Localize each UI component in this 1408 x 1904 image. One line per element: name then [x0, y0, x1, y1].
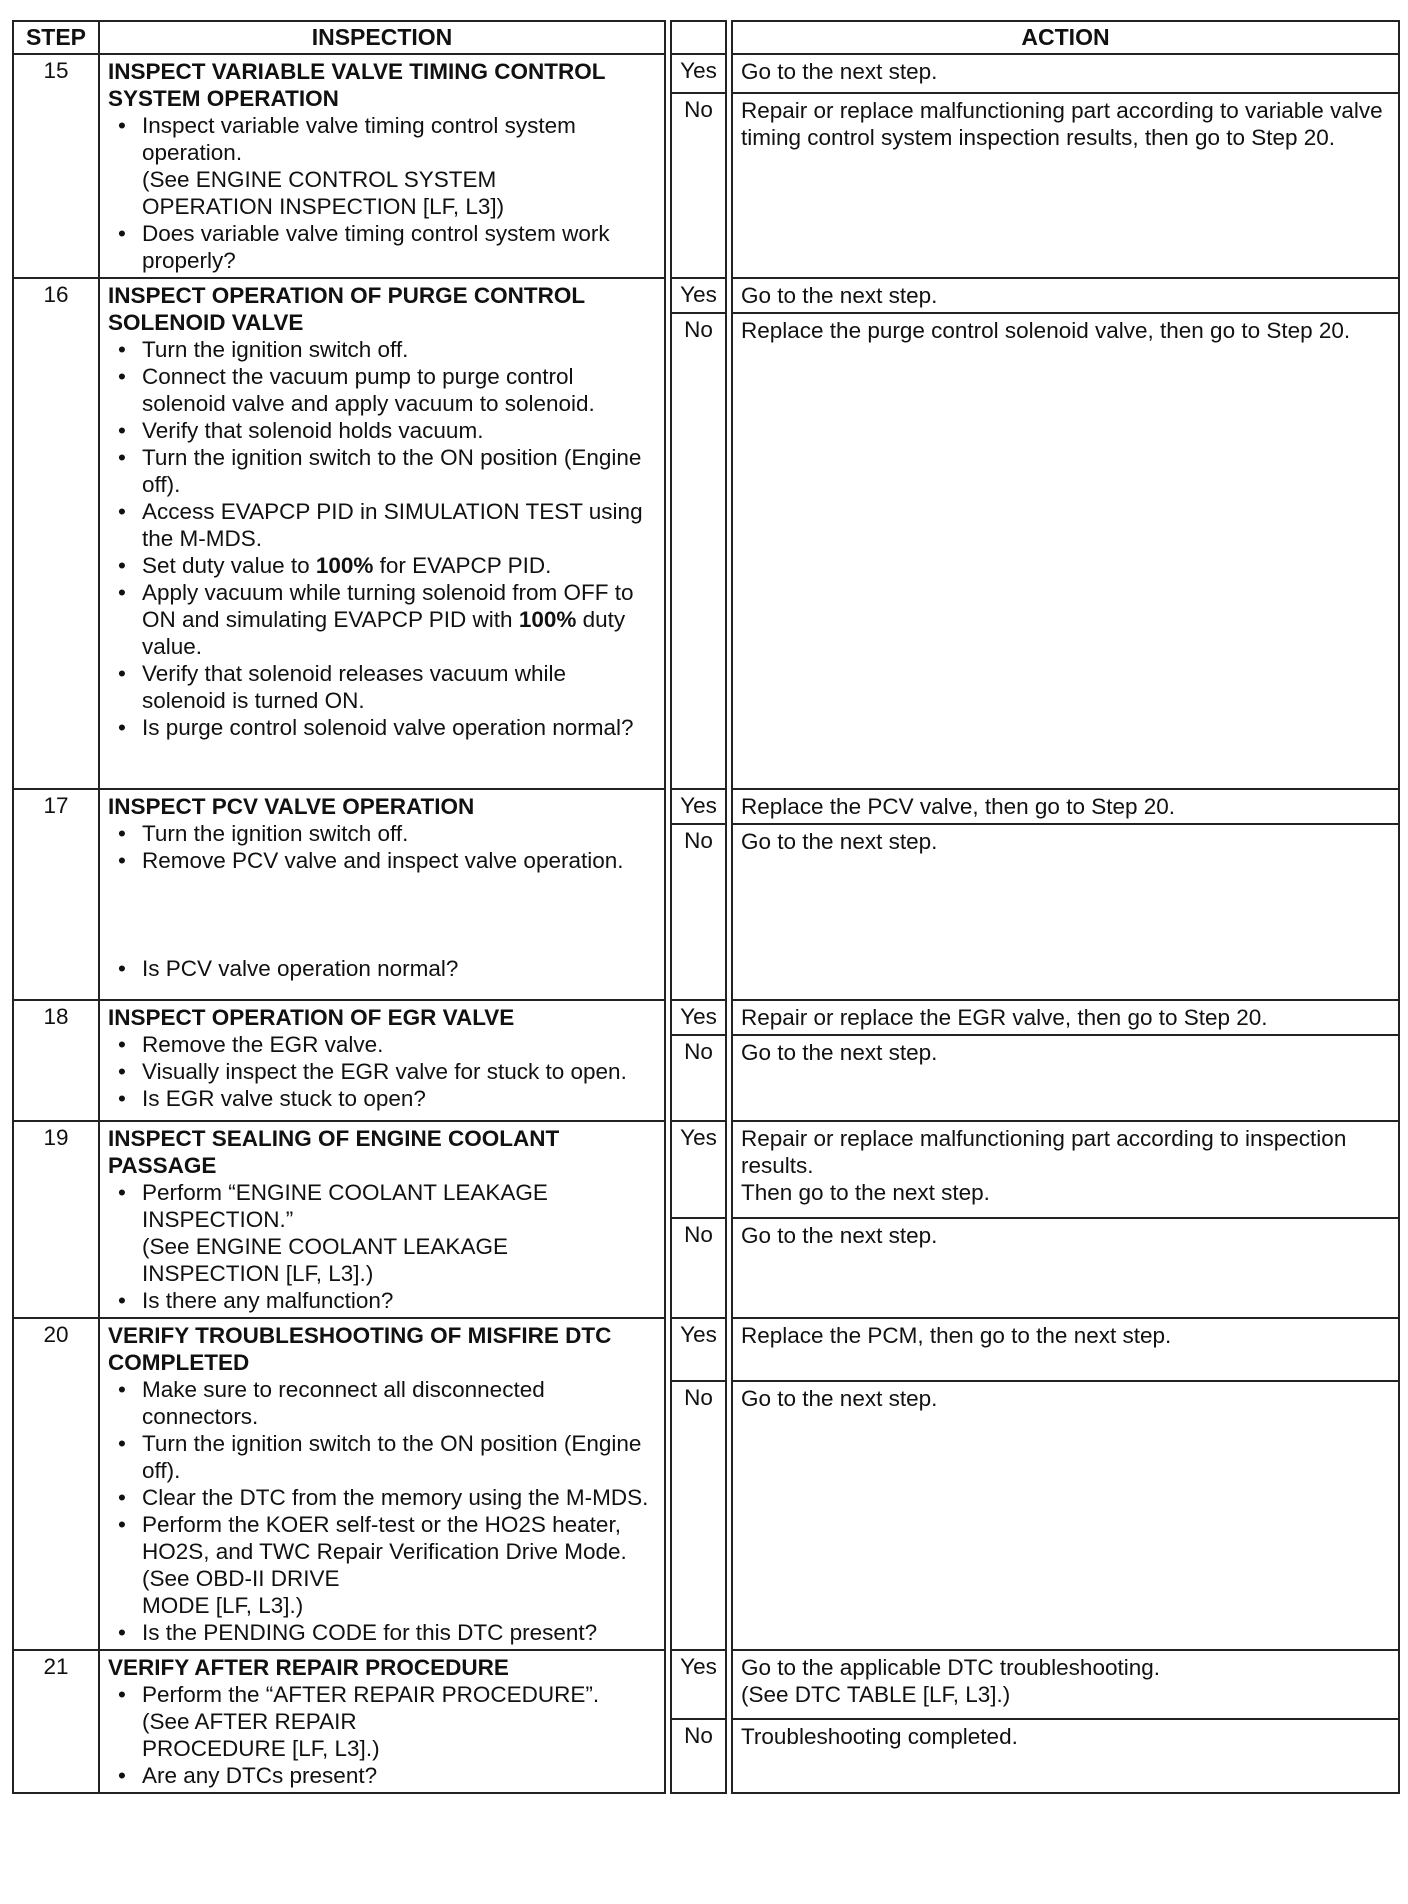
step-17-bullet: • Turn the ignition switch off.: [108, 820, 656, 847]
step-15-inspection: [99, 54, 665, 278]
step-18-bullet: • Remove the EGR valve.: [108, 1031, 656, 1058]
step-16-bullets: [108, 336, 656, 741]
step-15-bullets: [108, 112, 656, 274]
step-21-yes-label: Yes: [671, 1650, 726, 1719]
step-16-bullet: • Apply vacuum while turning solenoid from OFF to ON and simulating EVAPCP PID with 100% duty value.: [108, 579, 656, 660]
step-17-bullets: [108, 820, 656, 874]
step-19-inspection: [99, 1121, 665, 1318]
step-18-yes-label: Yes: [671, 1000, 726, 1035]
step-21-bullet: • Perform the “AFTER REPAIR PROCEDURE”. (See AFTER REPAIR PROCEDURE [LF, L3].): [108, 1681, 656, 1762]
step-20-yes-label: Yes: [671, 1318, 726, 1381]
step-21-bullet: • Are any DTCs present?: [108, 1762, 656, 1789]
step-18-bullet: • Visually inspect the EGR valve for stuck to open.: [108, 1058, 656, 1085]
step-16-bullet: • Set duty value to 100% for EVAPCP PID.: [108, 552, 656, 579]
step-16-yes-label: Yes: [671, 278, 726, 313]
header-row: [13, 21, 1399, 54]
step-16-bullet: • Is purge control solenoid valve operation normal?: [108, 714, 656, 741]
step-20-bullet: • Perform the KOER self-test or the HO2S heater, HO2S, and TWC Repair Verification Drive Mode. (See OBD-II DRIVE MODE [LF, L3].): [108, 1511, 656, 1619]
step-15-yes-action: Go to the next step.: [732, 54, 1399, 93]
header-step: STEP: [13, 21, 99, 54]
step-19-yes-action: Repair or replace malfunctioning part according to inspection results. Then go to the next step.: [732, 1121, 1399, 1218]
step-18-bullet: • Is EGR valve stuck to open?: [108, 1085, 656, 1112]
step-21-inspection: [99, 1650, 665, 1793]
step-18-no-action: Go to the next step.: [732, 1035, 1399, 1121]
step-20-no-action: Go to the next step.: [732, 1381, 1399, 1650]
step-16-bullet: • Verify that solenoid releases vacuum while solenoid is turned ON.: [108, 660, 656, 714]
step-15-title: INSPECT VARIABLE VALVE TIMING CONTROL SYSTEM OPERATION: [108, 59, 606, 111]
step-19-title: INSPECT SEALING OF ENGINE COOLANT PASSAGE: [108, 1126, 560, 1178]
step-20-bullet: • Turn the ignition switch to the ON position (Engine off).: [108, 1430, 656, 1484]
step-18-number: 18: [13, 1000, 99, 1121]
step-20-bullets: [108, 1376, 656, 1646]
step-20-no-label: No: [671, 1381, 726, 1650]
step-16-yes-row: [13, 278, 1399, 313]
step-21-title: VERIFY AFTER REPAIR PROCEDURE: [108, 1655, 509, 1680]
step-15-number: 15: [13, 54, 99, 278]
step-18-yes-action: Repair or replace the EGR valve, then go to Step 20.: [732, 1000, 1399, 1035]
step-19-number: 19: [13, 1121, 99, 1318]
step-21-number: 21: [13, 1650, 99, 1793]
step-20-title: VERIFY TROUBLESHOOTING OF MISFIRE DTC COMPLETED: [108, 1323, 612, 1375]
step-17-title: INSPECT PCV VALVE OPERATION: [108, 794, 475, 819]
step-16-number: 16: [13, 278, 99, 789]
step-21-bullets: [108, 1681, 656, 1789]
step-15-no-label: No: [671, 93, 726, 278]
step-17-number: 17: [13, 789, 99, 1000]
step-20-bullet: • Clear the DTC from the memory using the M-MDS.: [108, 1484, 656, 1511]
step-16-bullet: • Access EVAPCP PID in SIMULATION TEST using the M-MDS.: [108, 498, 656, 552]
step-16-title: INSPECT OPERATION OF PURGE CONTROL SOLENOID VALVE: [108, 283, 585, 335]
step-20-number: 20: [13, 1318, 99, 1650]
step-20-yes-action: Replace the PCM, then go to the next step.: [732, 1318, 1399, 1381]
step-18-yes-row: [13, 1000, 1399, 1035]
step-17-no-label: No: [671, 824, 726, 1000]
step-21-yes-row: [13, 1650, 1399, 1719]
step-21-no-label: No: [671, 1719, 726, 1793]
step-15-bullet: • Inspect variable valve timing control system operation. (See ENGINE CONTROL SYSTEM OPERATION INSPECTION [LF, L3]): [108, 112, 656, 220]
step-17-bullet: • Is PCV valve operation normal?: [108, 955, 656, 982]
header-action: ACTION: [732, 21, 1399, 54]
step-20-bullet: • Make sure to reconnect all disconnected connectors.: [108, 1376, 656, 1430]
header-inspection: INSPECTION: [99, 21, 665, 54]
step-17-yes-label: Yes: [671, 789, 726, 824]
step-18-inspection: [99, 1000, 665, 1121]
step-19-no-action: Go to the next step.: [732, 1218, 1399, 1318]
step-18-no-label: No: [671, 1035, 726, 1121]
step-15-yes-row: [13, 54, 1399, 93]
header-answer: [671, 21, 726, 54]
step-16-no-action: Replace the purge control solenoid valve, then go to Step 20.: [732, 313, 1399, 789]
step-17-yes-row: [13, 789, 1399, 824]
step-17-bullet: • Remove PCV valve and inspect valve operation.: [108, 847, 656, 874]
step-19-bullets: [108, 1179, 656, 1314]
step-17-no-action: Go to the next step.: [732, 824, 1399, 1000]
step-20-yes-row: [13, 1318, 1399, 1381]
step-20-inspection: [99, 1318, 665, 1650]
step-18-bullets: [108, 1031, 656, 1112]
step-15-bullet: • Does variable valve timing control system work properly?: [108, 220, 656, 274]
step-18-title: INSPECT OPERATION OF EGR VALVE: [108, 1005, 515, 1030]
step-20-bullet: • Is the PENDING CODE for this DTC present?: [108, 1619, 656, 1646]
step-16-no-label: No: [671, 313, 726, 789]
step-19-yes-label: Yes: [671, 1121, 726, 1218]
step-16-bullet: • Turn the ignition switch to the ON position (Engine off).: [108, 444, 656, 498]
step-16-bullet: • Turn the ignition switch off.: [108, 336, 656, 363]
step-19-bullet: • Is there any malfunction?: [108, 1287, 656, 1314]
step-17-yes-action: Replace the PCV valve, then go to Step 20.: [732, 789, 1399, 824]
step-16-inspection: [99, 278, 665, 789]
step-17-inspection: [99, 789, 665, 1000]
step-15-yes-label: Yes: [671, 54, 726, 93]
step-19-yes-row: [13, 1121, 1399, 1218]
troubleshooting-sheet: [12, 20, 1398, 1794]
step-16-yes-action: Go to the next step.: [732, 278, 1399, 313]
step-21-yes-action: Go to the applicable DTC troubleshooting. (See DTC TABLE [LF, L3].): [732, 1650, 1399, 1719]
step-15-no-action: Repair or replace malfunctioning part according to variable valve timing control system inspection results, then go to Step 20.: [732, 93, 1399, 278]
step-16-bullet: • Connect the vacuum pump to purge control solenoid valve and apply vacuum to solenoid.: [108, 363, 656, 417]
step-21-no-action: Troubleshooting completed.: [732, 1719, 1399, 1793]
step-19-bullet: • Perform “ENGINE COOLANT LEAKAGE INSPECTION.” (See ENGINE COOLANT LEAKAGE INSPECTION [LF, L3].): [108, 1179, 656, 1287]
troubleshooting-table: [12, 20, 1400, 1794]
step-16-bullet: • Verify that solenoid holds vacuum.: [108, 417, 656, 444]
step-19-no-label: No: [671, 1218, 726, 1318]
